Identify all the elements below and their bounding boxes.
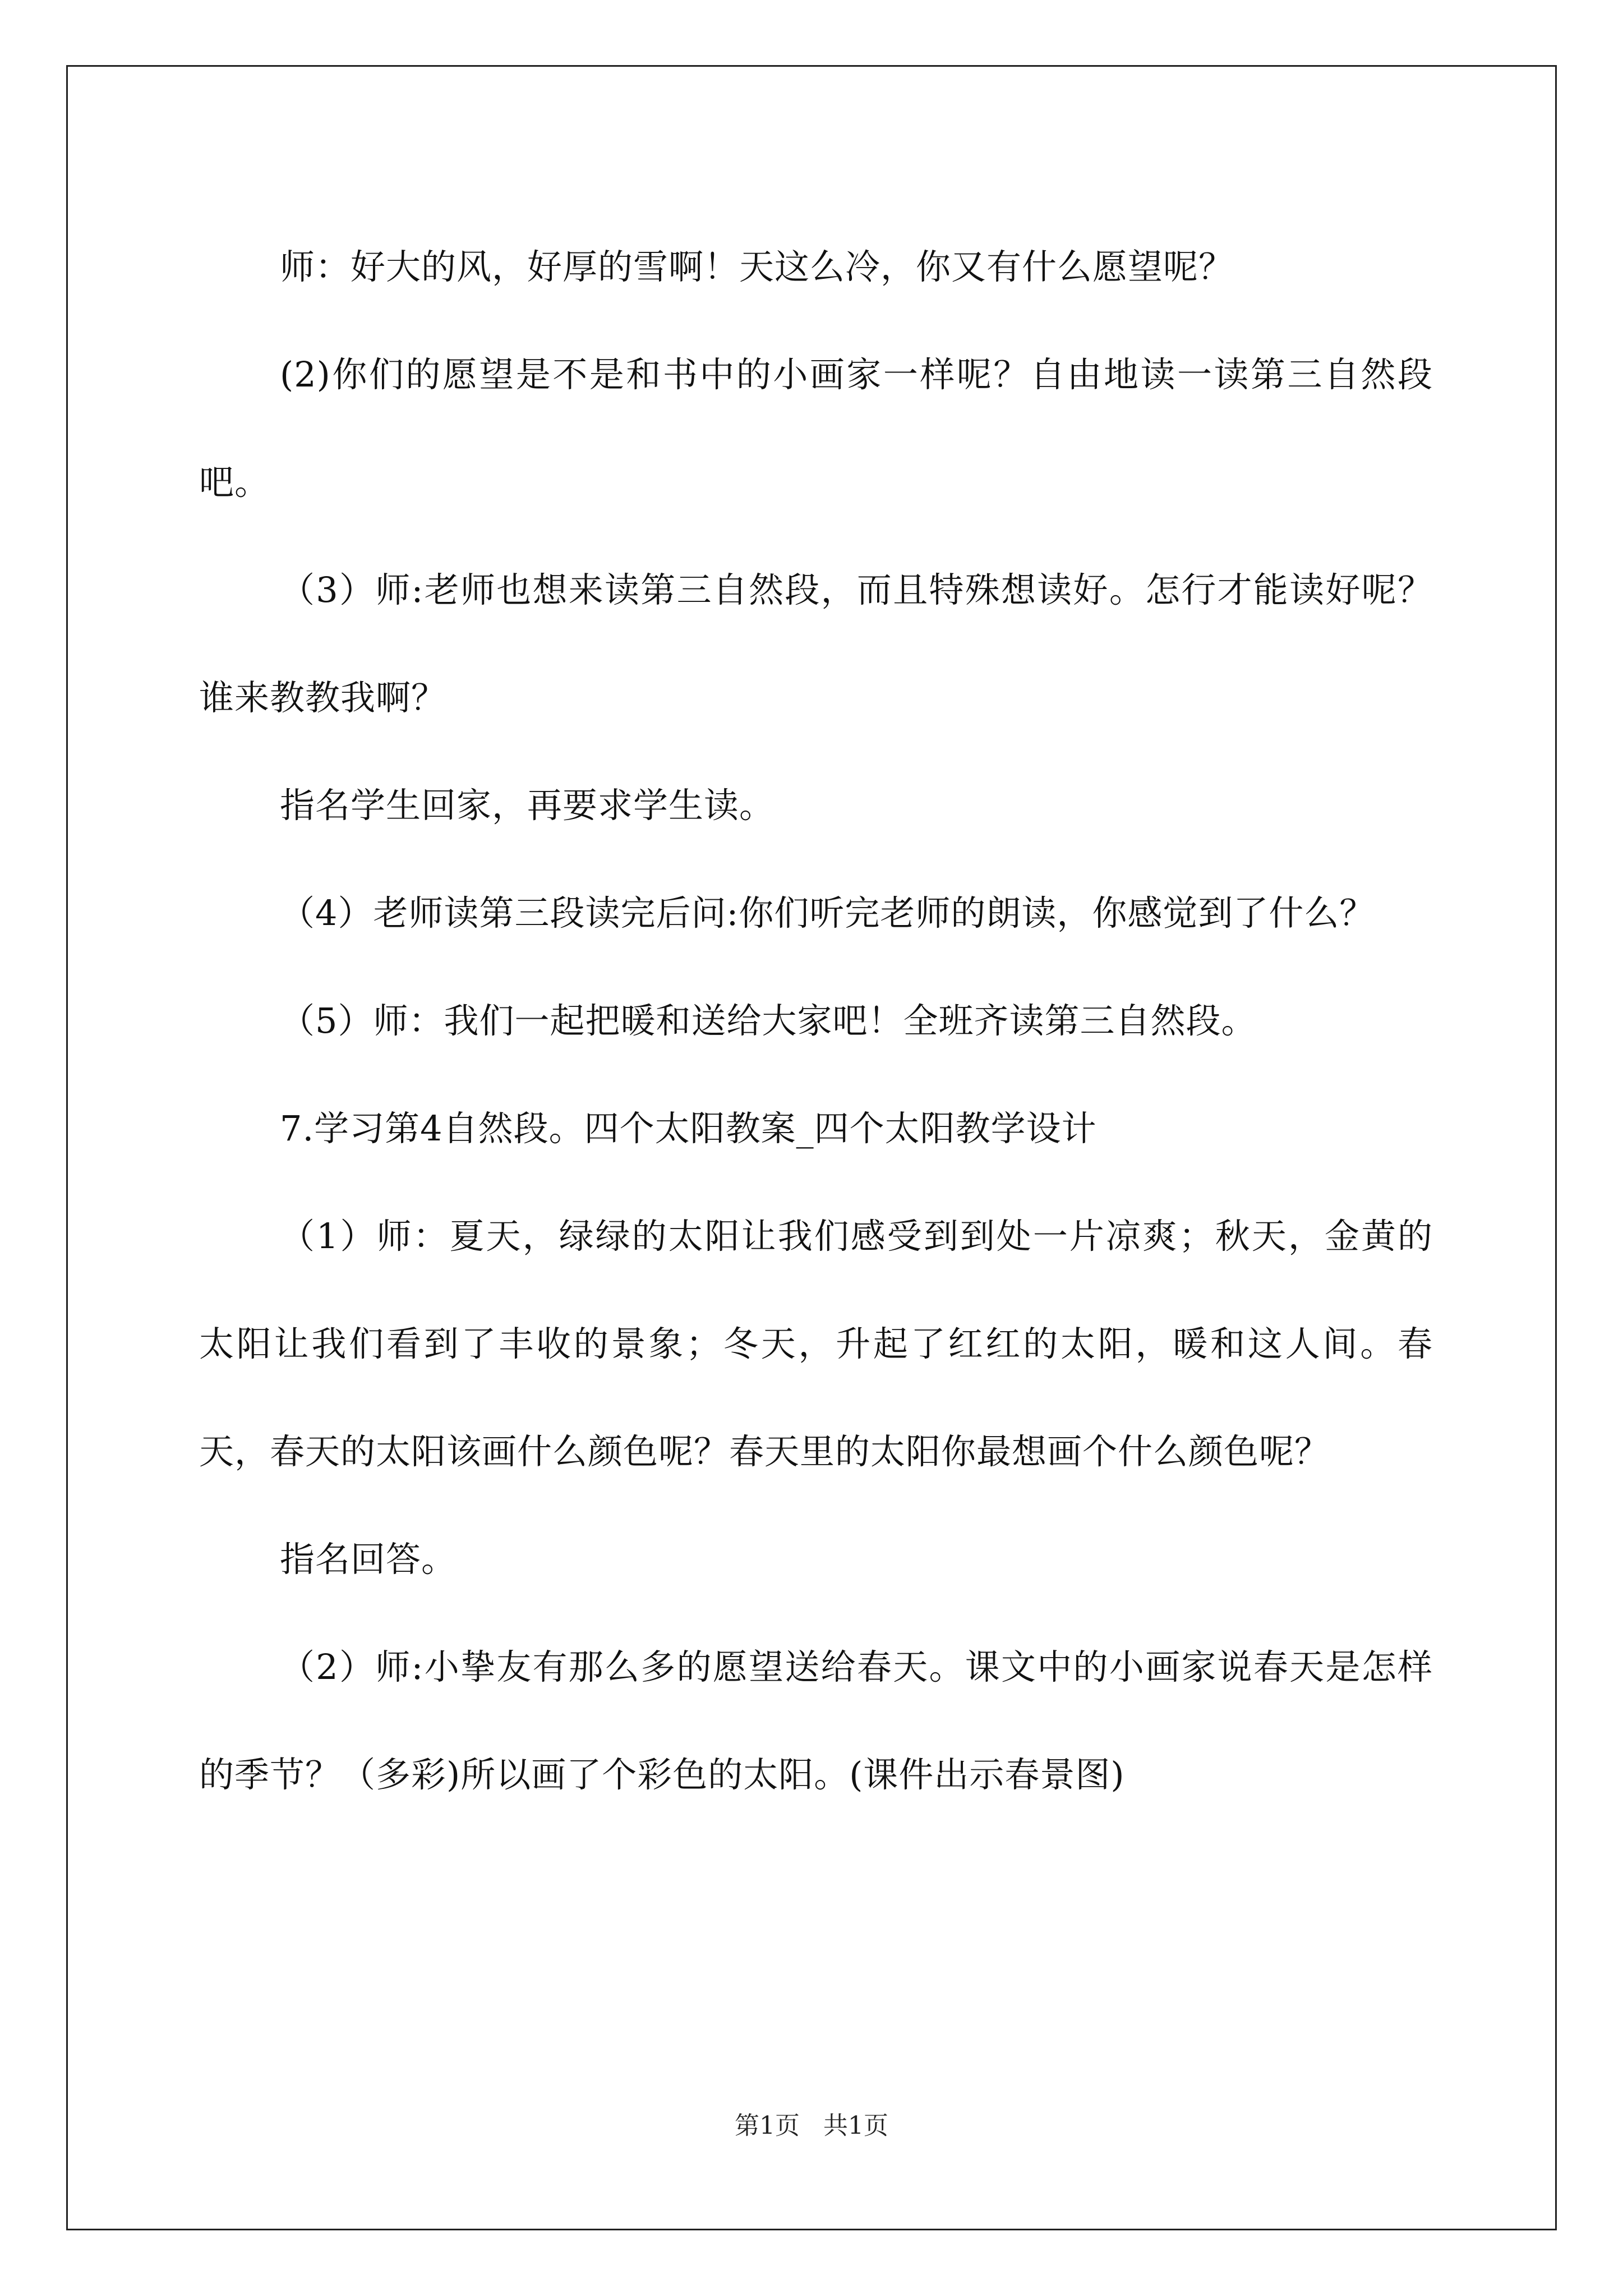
page-footer: 第1页 共1页 <box>735 2111 888 2140</box>
paragraph: （5）师：我们一起把暖和送给大家吧！全班齐读第三自然段。 <box>280 1000 1257 1041</box>
paragraph: 7.学习第4自然段。四个太阳教案_四个太阳教学设计 <box>280 1108 1097 1149</box>
paragraph: 师：好大的风，好厚的雪啊！天这么冷，你又有什么愿望呢？ <box>280 246 1234 287</box>
paragraph: 指名回答。 <box>280 1539 457 1580</box>
paragraph: （3）师:老师也想来读第三自然段，而且特殊想读好。怎行才能读好呢？谁来教教我啊？ <box>199 569 1433 718</box>
paragraph: （2）师:小挚友有那么多的愿望送给春天。课文中的小画家说春天是怎样的季节？（多彩)所以画了个彩色的太阳。(课件出示春景图) <box>199 1646 1433 1795</box>
document-body <box>199 213 1433 1829</box>
paragraph: (2)你们的愿望是不是和书中的小画家一样呢？自由地读一读第三自然段吧。 <box>199 354 1433 503</box>
paragraph: （1）师：夏天，绿绿的太阳让我们感受到到处一片凉爽；秋天，金黄的太阳让我们看到了丰收的景象；冬天，升起了红红的太阳，暖和这人间。春天，春天的太阳该画什么颜色呢？春天里的太阳你最想画个什么颜色呢？ <box>199 1216 1433 1472</box>
paragraph: 指名学生回家，再要求学生读。 <box>280 785 775 826</box>
paragraph: （4）老师读第三段读完后问:你们听完老师的朗读，你感觉到了什么？ <box>280 892 1375 933</box>
